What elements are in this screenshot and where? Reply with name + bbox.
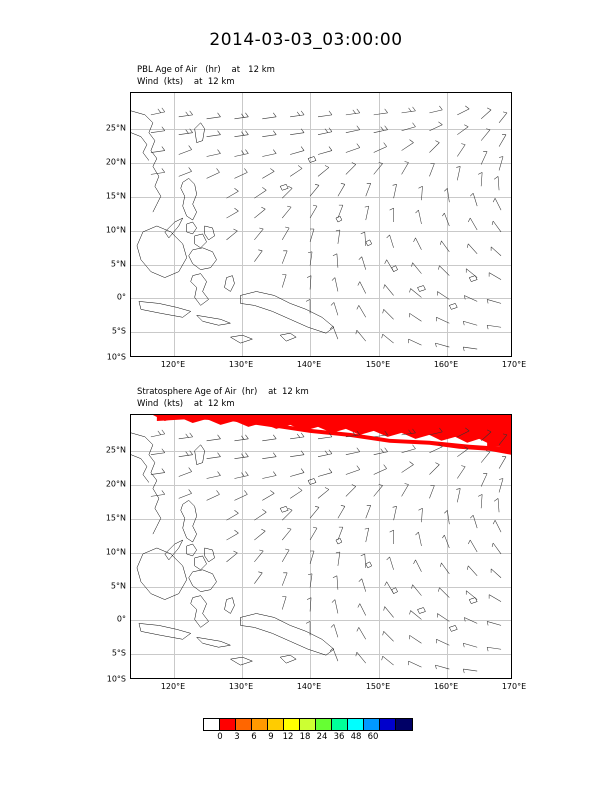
ytick-pbl-3: 10°N	[105, 225, 126, 235]
colorbar-label-5: 18	[299, 732, 311, 742]
colorbar-label-6: 24	[316, 732, 328, 742]
ytick-pbl-2: 15°N	[105, 191, 126, 201]
ytick-strat-4: 5°N	[110, 581, 126, 591]
xtick-pbl-4: 160°E	[433, 360, 459, 369]
xtick-strat-3: 150°E	[365, 682, 391, 691]
panel-strat-header-line1: Stratosphere Age of Air (hr) at 12 km	[137, 387, 309, 397]
ytick-strat-1: 20°N	[105, 479, 126, 489]
map-plot-stratosphere[interactable]	[130, 414, 512, 679]
colorbar-label-3: 9	[268, 732, 274, 742]
colorbar-cell-9	[348, 719, 364, 730]
colorbar-label-7: 36	[333, 732, 345, 742]
colorbar-label-1: 3	[234, 732, 240, 742]
panel-pbl-header-line1: PBL Age of Air (hr) at 12 km	[137, 65, 275, 75]
page-title: 2014-03-03_03:00:00	[209, 30, 403, 50]
colorbar-label-8: 48	[350, 732, 362, 742]
ytick-strat-3: 10°N	[105, 547, 126, 557]
ytick-strat-6: 5°S	[111, 648, 126, 658]
colorbar-cell-1	[220, 719, 236, 730]
colorbar-cell-8	[332, 719, 348, 730]
colorbar-cell-10	[364, 719, 380, 730]
xtick-strat-2: 140°E	[296, 682, 322, 691]
coastline-paths-stratosphere	[131, 433, 477, 665]
wind-barbs-stratosphere	[151, 428, 507, 673]
age-of-air-shading-stratosphere	[153, 415, 511, 455]
ytick-pbl-7: 10°S	[106, 352, 126, 362]
map-vectors-stratosphere	[131, 415, 511, 678]
xtick-strat-0: 120°E	[160, 682, 186, 691]
xtick-pbl-5: 170°E	[501, 360, 527, 369]
colorbar-cell-7	[316, 719, 332, 730]
colorbar-cell-6	[300, 719, 316, 730]
xtick-pbl-1: 130°E	[228, 360, 254, 369]
ytick-strat-0: 25°N	[105, 445, 126, 455]
panel-strat-header-line2: Wind (kts) at 12 km	[137, 399, 235, 409]
ytick-pbl-5: 0°	[116, 292, 126, 302]
ytick-pbl-1: 20°N	[105, 157, 126, 167]
colorbar-label-4: 12	[282, 732, 294, 742]
ytick-pbl-0: 25°N	[105, 123, 126, 133]
ytick-strat-5: 0°	[116, 614, 126, 624]
colorbar-cell-3	[252, 719, 268, 730]
colorbar-cell-12	[396, 719, 412, 730]
colorbar-label-9: 60	[367, 732, 379, 742]
xtick-strat-1: 130°E	[228, 682, 254, 691]
ytick-strat-2: 15°N	[105, 513, 126, 523]
ytick-pbl-6: 5°S	[111, 326, 126, 336]
xtick-pbl-3: 150°E	[365, 360, 391, 369]
colorbar-cell-0	[204, 719, 220, 730]
xtick-strat-5: 170°E	[501, 682, 527, 691]
colorbar-cell-5	[284, 719, 300, 730]
xtick-strat-4: 160°E	[433, 682, 459, 691]
panel-pbl-header-line2: Wind (kts) at 12 km	[137, 77, 235, 87]
colorbar-cell-11	[380, 719, 396, 730]
colorbar	[203, 718, 413, 731]
colorbar-cell-2	[236, 719, 252, 730]
colorbar-label-2: 6	[251, 732, 257, 742]
colorbar-label-0: 0	[217, 732, 223, 742]
colorbar-cell-4	[268, 719, 284, 730]
xtick-pbl-0: 120°E	[160, 360, 186, 369]
ytick-strat-7: 10°S	[106, 674, 126, 684]
ytick-pbl-4: 5°N	[110, 259, 126, 269]
xtick-pbl-2: 140°E	[296, 360, 322, 369]
